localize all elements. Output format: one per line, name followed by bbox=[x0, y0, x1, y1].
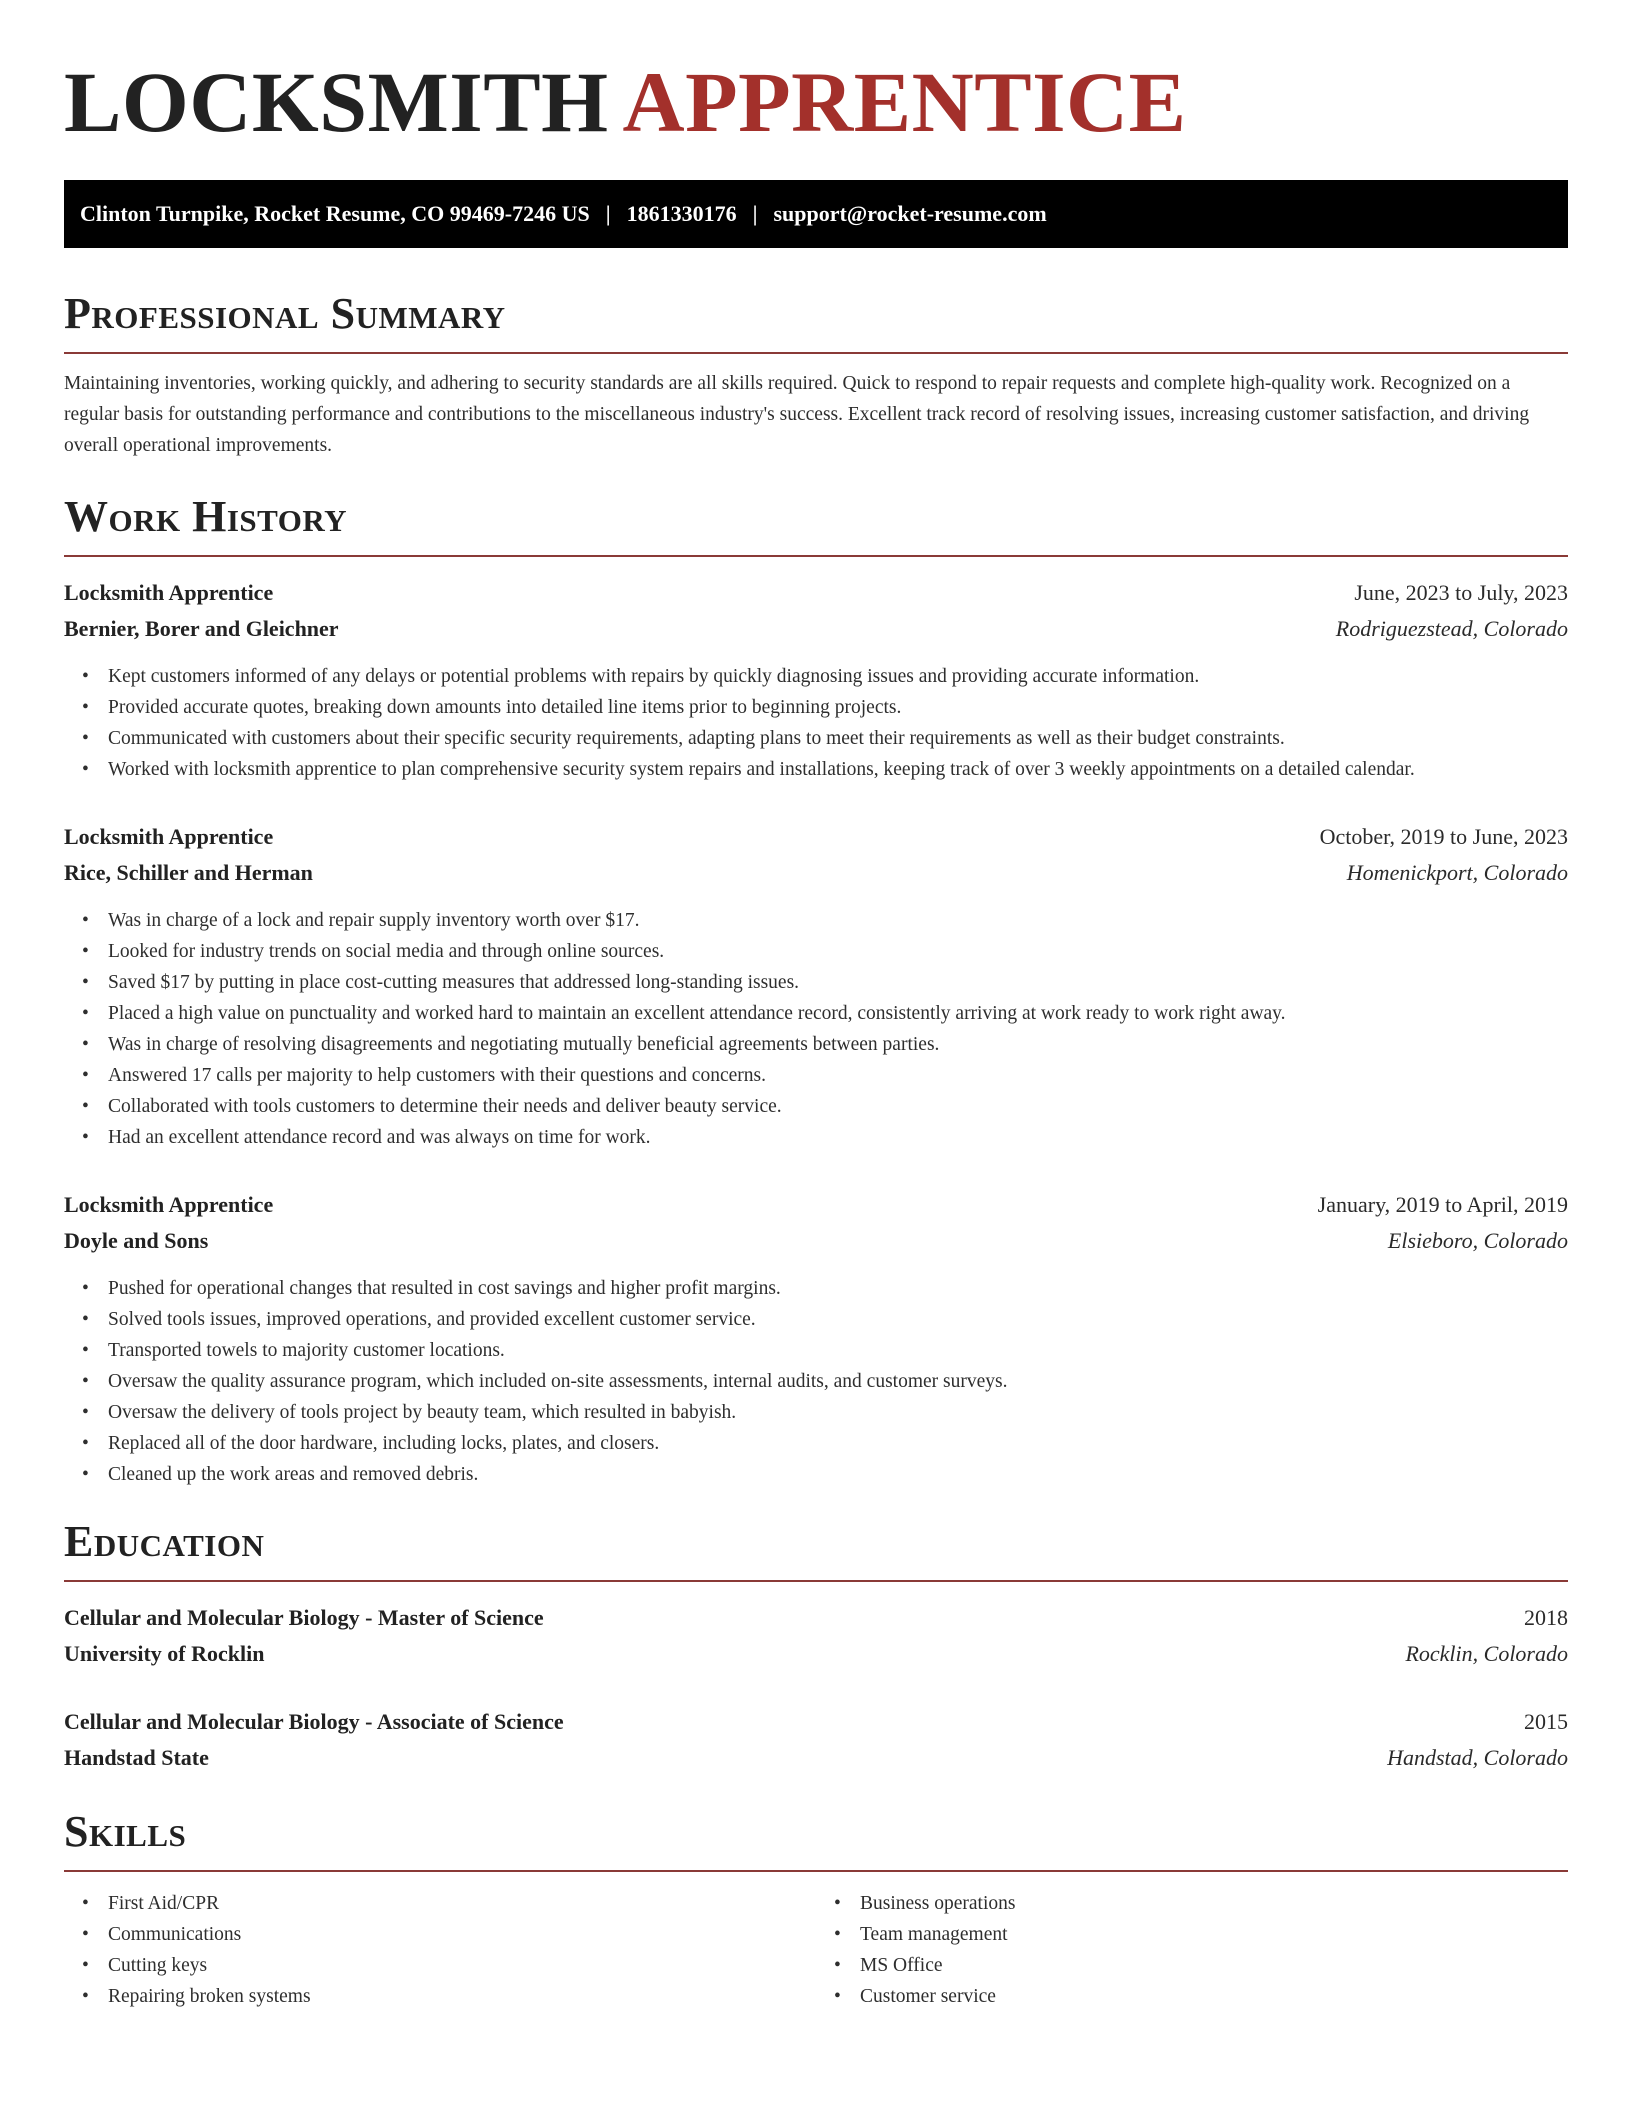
job-dates: June, 2023 to July, 2023 bbox=[1354, 580, 1568, 605]
skills-grid bbox=[64, 1888, 1568, 2012]
skill-item: • Repairing broken systems bbox=[108, 1981, 816, 2012]
job-entry bbox=[64, 819, 1568, 1153]
job-bullet: • Had an excellent attendance record and was always on time for work. bbox=[108, 1122, 1568, 1153]
job-bullet: • Collaborated with tools customers to determine their needs and deliver beauty service. bbox=[108, 1091, 1568, 1122]
job-location: Elsieboro, Colorado bbox=[1387, 1228, 1568, 1253]
contact-phone: 1861330176 bbox=[626, 201, 737, 226]
job-location: Homenickport, Colorado bbox=[1346, 860, 1568, 885]
job-bullet: • Oversaw the delivery of tools project by beauty team, which resulted in babyish. bbox=[108, 1397, 1568, 1428]
skill-item: • Team management bbox=[860, 1919, 1568, 1950]
summary-title: Professional Summary bbox=[64, 289, 506, 338]
job-role: Locksmith Apprentice bbox=[64, 580, 274, 605]
skills-list bbox=[64, 1888, 816, 2012]
job-bullets bbox=[64, 661, 1568, 785]
education-degree: Cellular and Molecular Biology - Master of Science bbox=[64, 1605, 544, 1630]
resume-name bbox=[64, 52, 1568, 152]
job-company: Bernier, Borer and Gleichner bbox=[64, 616, 339, 641]
skills-section bbox=[64, 1806, 1568, 2012]
job-bullet: • Looked for industry trends on social media and through online sources. bbox=[108, 936, 1568, 967]
job-bullet: • Kept customers informed of any delays or potential problems with repairs by quickly diagnosing issues and providing accurate information. bbox=[108, 661, 1568, 692]
job-header-row bbox=[64, 819, 1568, 855]
education-section bbox=[64, 1516, 1568, 1776]
job-bullet: • Saved $17 by putting in place cost-cutting measures that addressed long-standing issues. bbox=[108, 967, 1568, 998]
skills-column-right bbox=[816, 1888, 1568, 2012]
job-company-row bbox=[64, 1223, 1568, 1259]
job-bullet: • Solved tools issues, improved operations, and provided excellent customer service. bbox=[108, 1304, 1568, 1335]
job-bullet: • Cleaned up the work areas and removed debris. bbox=[108, 1459, 1568, 1490]
skill-item: • Communications bbox=[108, 1919, 816, 1950]
education-school-row bbox=[64, 1740, 1568, 1776]
education-year: 2015 bbox=[1524, 1709, 1568, 1734]
job-role: Locksmith Apprentice bbox=[64, 1192, 274, 1217]
contact-email[interactable]: support@rocket-resume.com bbox=[773, 201, 1047, 226]
job-bullet: • Pushed for operational changes that resulted in cost savings and higher profit margins. bbox=[108, 1273, 1568, 1304]
section-divider bbox=[64, 352, 1568, 354]
work-history-title: Work History bbox=[64, 492, 348, 541]
education-title: Education bbox=[64, 1517, 265, 1566]
education-school: Handstad State bbox=[64, 1745, 209, 1770]
education-entry bbox=[64, 1704, 1568, 1776]
job-bullet: • Was in charge of resolving disagreements and negotiating mutually beneficial agreements between parties. bbox=[108, 1029, 1568, 1060]
summary-text: Maintaining inventories, working quickly, and adhering to security standards are all skills required. Quick to respond to repair requests and complete high-quality work. Recognized on a regular basis for outstanding performance and contributions to the miscellaneous industry's success. Excellent track record of resolving issues, increasing customer satisfaction, and driving overall operational improvements. bbox=[64, 373, 1530, 456]
education-entry bbox=[64, 1600, 1568, 1672]
contact-bar bbox=[64, 180, 1568, 248]
job-dates: October, 2019 to June, 2023 bbox=[1319, 824, 1568, 849]
section-divider bbox=[64, 1580, 1568, 1582]
skill-item: • MS Office bbox=[860, 1950, 1568, 1981]
name-second: APPRENTICE bbox=[622, 54, 1187, 150]
skill-item: • Business operations bbox=[860, 1888, 1568, 1919]
job-company-row bbox=[64, 611, 1568, 647]
job-bullet: • Replaced all of the door hardware, including locks, plates, and closers. bbox=[108, 1428, 1568, 1459]
skills-column-left bbox=[64, 1888, 816, 2012]
contact-separator: | bbox=[752, 201, 758, 226]
section-divider bbox=[64, 1870, 1568, 1872]
job-bullet: • Answered 17 calls per majority to help customers with their questions and concerns. bbox=[108, 1060, 1568, 1091]
education-degree-row bbox=[64, 1600, 1568, 1636]
job-entry bbox=[64, 575, 1568, 785]
job-bullet: • Provided accurate quotes, breaking down amounts into detailed line items prior to beginning projects. bbox=[108, 692, 1568, 723]
job-bullet: • Placed a high value on punctuality and worked hard to maintain an excellent attendance record, consistently arriving at work ready to work right away. bbox=[108, 998, 1568, 1029]
job-header-row bbox=[64, 575, 1568, 611]
job-bullet: • Transported towels to majority customer locations. bbox=[108, 1335, 1568, 1366]
section-divider bbox=[64, 555, 1568, 557]
education-location: Rocklin, Colorado bbox=[1405, 1641, 1568, 1666]
job-header-row bbox=[64, 1187, 1568, 1223]
summary-section bbox=[64, 288, 1568, 461]
education-degree: Cellular and Molecular Biology - Associate of Science bbox=[64, 1709, 564, 1734]
education-degree-row bbox=[64, 1704, 1568, 1740]
education-year: 2018 bbox=[1524, 1605, 1568, 1630]
education-location: Handstad, Colorado bbox=[1387, 1745, 1568, 1770]
skill-item: • First Aid/CPR bbox=[108, 1888, 816, 1919]
contact-separator: | bbox=[605, 201, 611, 226]
job-bullets bbox=[64, 905, 1568, 1153]
job-bullet: • Was in charge of a lock and repair supply inventory worth over $17. bbox=[108, 905, 1568, 936]
skills-title: Skills bbox=[64, 1807, 187, 1856]
name-first: LOCKSMITH bbox=[64, 54, 609, 150]
job-company: Doyle and Sons bbox=[64, 1228, 209, 1253]
skill-item: • Cutting keys bbox=[108, 1950, 816, 1981]
job-entry bbox=[64, 1187, 1568, 1490]
job-bullet: • Worked with locksmith apprentice to plan comprehensive security system repairs and installations, keeping track of over 3 weekly appointments on a detailed calendar. bbox=[108, 754, 1568, 785]
job-company: Rice, Schiller and Herman bbox=[64, 860, 313, 885]
job-bullets bbox=[64, 1273, 1568, 1490]
education-school-row bbox=[64, 1636, 1568, 1672]
job-location: Rodriguezstead, Colorado bbox=[1335, 616, 1568, 641]
education-school: University of Rocklin bbox=[64, 1641, 265, 1666]
job-bullet: • Oversaw the quality assurance program, which included on-site assessments, internal audits, and customer surveys. bbox=[108, 1366, 1568, 1397]
work-history-section bbox=[64, 491, 1568, 1490]
job-role: Locksmith Apprentice bbox=[64, 824, 274, 849]
job-dates: January, 2019 to April, 2019 bbox=[1317, 1192, 1568, 1217]
job-bullet: • Communicated with customers about their specific security requirements, adapting plans to meet their requirements as well as their budget constraints. bbox=[108, 723, 1568, 754]
skill-item: • Customer service bbox=[860, 1981, 1568, 2012]
job-company-row bbox=[64, 855, 1568, 891]
skills-list bbox=[816, 1888, 1568, 2012]
contact-address: Clinton Turnpike, Rocket Resume, CO 99469-7246 US bbox=[80, 201, 590, 226]
